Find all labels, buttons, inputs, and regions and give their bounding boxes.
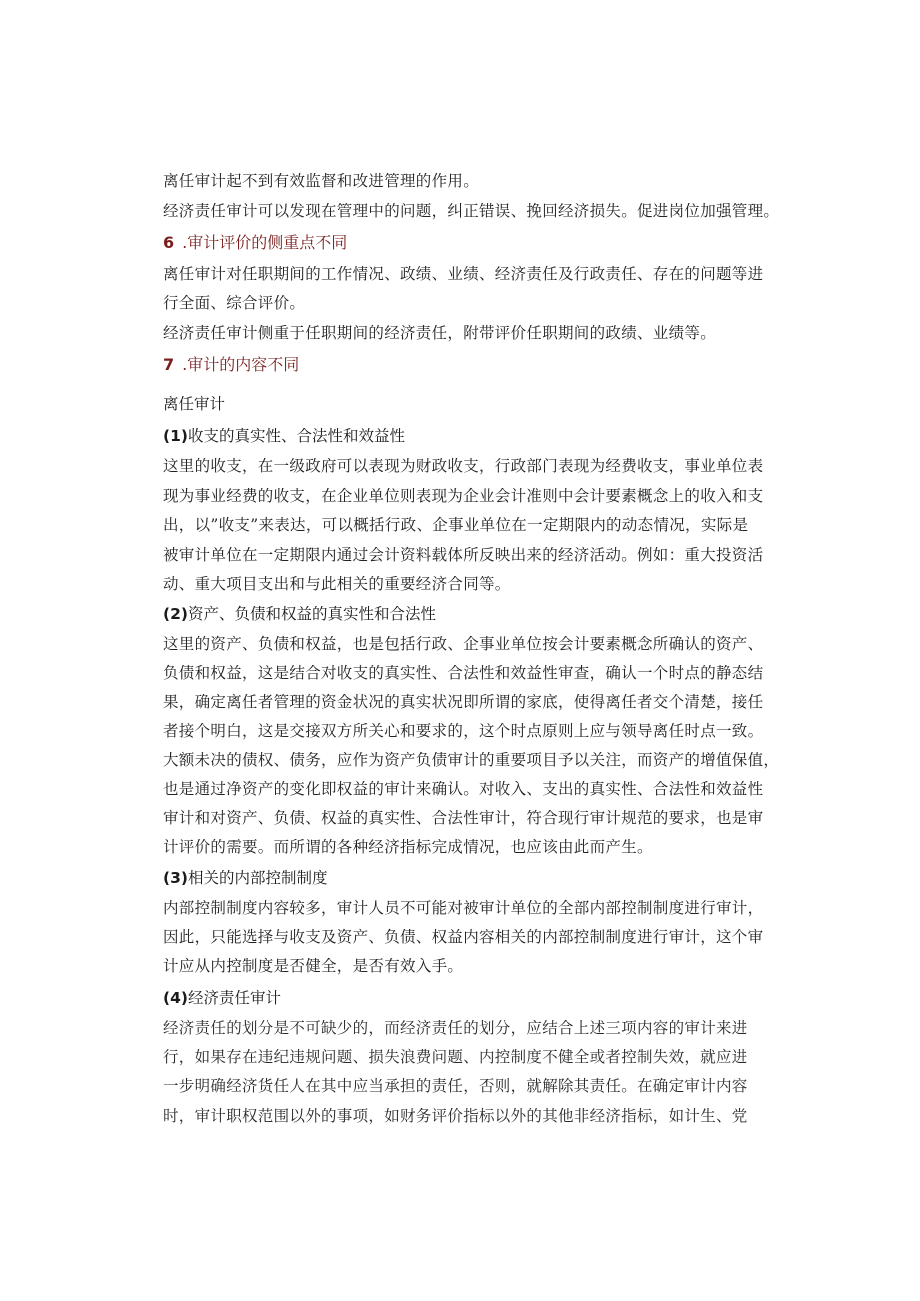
paragraph-line: 一步明确经济货任人在其中应当承担的责任，否则，就解除其责任。在确定审计内容	[163, 1077, 748, 1095]
paragraph-line: 也是通过净资产的变化即权益的审计来确认。对收入、支出的真实性、合法性和效益性	[163, 780, 764, 798]
paragraph-line: 离任审计起不到有效监督和改进管理的作用。	[163, 172, 480, 190]
paragraph-line: 动、重大项目支出和与此相关的重要经济合同等。	[163, 575, 511, 593]
item-title: 资产、负债和权益的真实性和合法性	[187, 605, 436, 623]
section-number: 7	[163, 355, 175, 374]
section-number: 6	[163, 233, 175, 252]
paragraph-line: 经济责任审计侧重于任职期间的经济责任，附带评价任职期间的政绩、业绩等。	[163, 324, 717, 342]
paragraph-line: 内部控制制度内容较多，审计人员不可能对被审计单位的全部内部控制制度进行审计，	[163, 899, 764, 917]
item-number: (2)	[163, 605, 188, 623]
paragraph-line: 计应从内控制度是否健全，是否有效入手。	[163, 957, 464, 975]
item-number: (3)	[163, 869, 188, 887]
paragraph-line: 经济责任的划分是不可缺少的，而经济责任的划分，应结合上述三项内容的审计来进	[163, 1019, 748, 1037]
paragraph-line: 现为事业经费的收支，在企业单位则表现为企业会计准则中会计要素概念上的收入和支	[163, 487, 764, 505]
paragraph-line: 行全面、综合评价。	[163, 294, 306, 312]
paragraph-line: 这里的资产、负债和权益，也是包括行政、企事业单位按会计要素概念所确认的资产、	[163, 635, 764, 653]
paragraph-line: 出，以”收支”来表达，可以概括行政、企事业单位在一定期限内的动态情况，实际是	[163, 516, 749, 534]
paragraph-line: 审计和对资产、负债、权益的真实性、合法性审计，符合现行审计规范的要求，也是审	[163, 809, 764, 827]
paragraph-line: 离任审计对任职期间的工作情况、政绩、业绩、经济责任及行政责任、存在的问题等进	[163, 265, 764, 283]
section-heading-7	[163, 355, 299, 375]
item-number: (4)	[163, 989, 188, 1007]
subsection-title: 离任审计	[163, 395, 226, 413]
paragraph-line: 被审计单位在一定期限内通过会计资料载体所反映出来的经济活动。例如：重大投资活	[163, 546, 764, 564]
paragraph-line: 时，审计职权范围以外的事项，如财务评价指标以外的其他非经济指标，如计生、党	[163, 1107, 748, 1125]
paragraph-line: 果，确定离任者管理的资金状况的真实状况即所谓的家底，使得离任者交个清楚，接任	[163, 693, 764, 711]
paragraph-line: 大额未决的债权、债务，应作为资产负债审计的重要项目予以关注，而资产的增值保值，	[163, 751, 780, 769]
paragraph-line: 经济责任审计可以发现在管理中的问题，纠正错误、挽回经济损失。促进岗位加强管理。	[163, 202, 780, 220]
paragraph-line: 者接个明白，这是交接双方所关心和要求的，这个时点原则上应与领导离任时点一致。	[163, 722, 764, 740]
item-title: 经济责任审计	[187, 989, 281, 1007]
paragraph-line: 计评价的需要。而所谓的各种经济指标完成情况，也应该由此而产生。	[163, 838, 653, 856]
item-number: (1)	[163, 427, 188, 445]
item-heading-4	[163, 988, 281, 1008]
paragraph-line: 因此，只能选择与收支及资产、负债、权益内容相关的内部控制制度进行审计，这个审	[163, 928, 764, 946]
item-heading-2	[163, 604, 436, 624]
section-heading-6	[163, 233, 347, 253]
item-title: 相关的内部控制制度	[187, 869, 328, 887]
section-title: .审计评价的侧重点不同	[182, 233, 348, 252]
item-title: 收支的真实性、合法性和效益性	[187, 427, 405, 445]
paragraph-line: 行，如果存在违纪违规问题、损失浪费问题、内控制度不健全或者控制失效，就应进	[163, 1048, 748, 1066]
item-heading-3	[163, 868, 327, 888]
paragraph-line: 这里的收支，在一级政府可以表现为财政收支，行政部门表现为经费收支，事业单位表	[163, 457, 764, 475]
paragraph-line: 负债和权益，这是结合对收支的真实性、合法性和效益性审查，确认一个时点的静态结	[163, 664, 764, 682]
item-heading-1	[163, 426, 405, 446]
section-title: .审计的内容不同	[182, 355, 300, 374]
